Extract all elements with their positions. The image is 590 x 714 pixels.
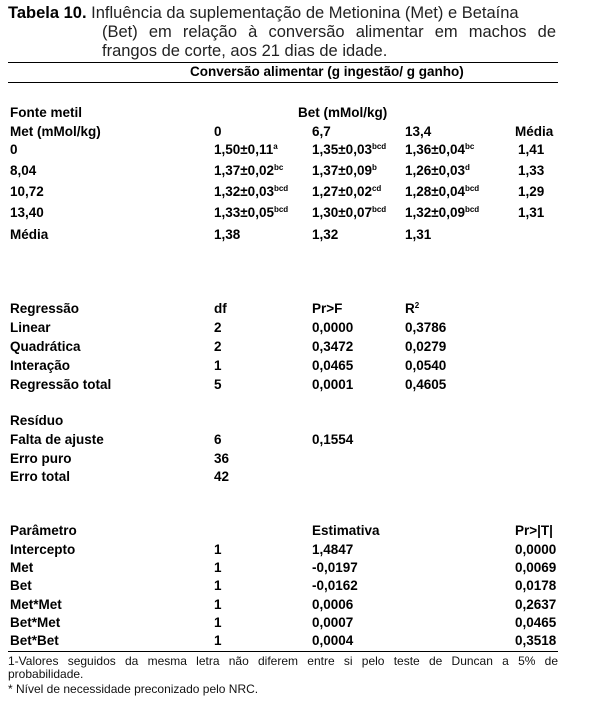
mean-cell: 1,32±0,09$^{bcd}$ xyxy=(405,205,480,220)
regression-df: 1 xyxy=(214,358,222,373)
regression-p: 0,0000 xyxy=(312,320,354,335)
parameter-pt: 0,0069 xyxy=(515,560,557,575)
regression-row-name: Regressão total xyxy=(10,377,112,392)
parameter-name: Met xyxy=(10,560,34,575)
parameter-header: Parâmetro xyxy=(10,523,77,538)
footnote-1-line-1: 1-Valores seguidos da mesma letra não diferem entre si pelo teste de Duncan a 5% de xyxy=(8,654,558,668)
parameter-pt: 0,0465 xyxy=(515,615,557,630)
column-mean: 1,32 xyxy=(312,227,339,242)
parameter-pt: 0,2637 xyxy=(515,597,557,612)
r2-header: $R^2$ xyxy=(405,301,420,316)
bet-level-0: 0 xyxy=(214,124,222,139)
footnote-2: * Nível de necessidade preconizado pelo NRC. xyxy=(8,682,259,696)
residual-row-name: Erro puro xyxy=(10,451,72,466)
parameter-pt: 0,0178 xyxy=(515,578,557,593)
column-mean-label: Média xyxy=(10,227,49,242)
mean-header: Média xyxy=(515,124,554,139)
footnote-1-line-2: probabilidade. xyxy=(8,667,84,681)
parameter-name: Bet*Bet xyxy=(10,633,59,648)
bet-level-1: 6,7 xyxy=(312,124,331,139)
met-label: Met (mMol/kg) xyxy=(10,124,101,139)
regression-row-name: Linear xyxy=(10,320,51,335)
regression-df: 5 xyxy=(214,377,222,392)
parameter-name: Bet xyxy=(10,578,32,593)
residual-df: 42 xyxy=(214,469,230,484)
parameter-estimate: 0,0007 xyxy=(312,615,354,630)
mean-cell: 1,26±0,03$^d$ xyxy=(405,163,470,178)
regression-p: 0,0465 xyxy=(312,358,354,373)
parameter-df: 1 xyxy=(214,560,222,575)
met-level: 13,40 xyxy=(10,205,44,220)
table-caption: Conversão alimentar (g ingestão/ g ganho) xyxy=(190,64,464,79)
parameter-estimate: 1,4847 xyxy=(312,542,354,557)
mean-cell: 1,35±0,03$^{bcd}$ xyxy=(312,142,387,157)
met-level: 10,72 xyxy=(10,184,44,199)
p-header: Pr>F xyxy=(312,301,343,316)
df-header: df xyxy=(214,301,227,316)
parameter-df: 1 xyxy=(214,578,222,593)
parameter-df: 1 xyxy=(214,542,222,557)
row-mean: 1,41 xyxy=(518,142,545,157)
row-mean: 1,29 xyxy=(518,184,545,199)
residual-header: Resíduo xyxy=(10,413,64,428)
residual-row-name: Erro total xyxy=(10,469,71,484)
regression-header: Regressão xyxy=(10,301,80,316)
mean-cell: 1,32±0,03$^{bcd}$ xyxy=(214,184,289,199)
parameter-estimate: 0,0004 xyxy=(312,633,354,648)
source-label: Fonte metil xyxy=(10,105,83,120)
title-text-1: Influência da suplementação de Metionina (Met) e Betaína xyxy=(91,4,519,22)
met-level: 8,04 xyxy=(10,163,37,178)
column-mean: 1,31 xyxy=(405,227,432,242)
parameter-pt: 0,3518 xyxy=(515,633,557,648)
residual-p: 0,1554 xyxy=(312,432,354,447)
title-line-3: frangos de corte, aos 21 dias de idade. xyxy=(102,42,388,60)
top-rule xyxy=(8,62,558,63)
regression-row-name: Interação xyxy=(10,358,71,373)
residual-df: 6 xyxy=(214,432,222,447)
table-label: Tabela 10. xyxy=(8,4,87,22)
pt-header: Pr>|T| xyxy=(515,523,553,538)
parameter-df: 1 xyxy=(214,615,222,630)
mean-cell: 1,28±0,04$^{bcd}$ xyxy=(405,184,480,199)
mean-cell: 1,50±0,11$^a$ xyxy=(214,142,278,157)
table-title xyxy=(8,4,556,61)
residual-df: 36 xyxy=(214,451,230,466)
regression-r2: 0,4605 xyxy=(405,377,447,392)
column-mean: 1,38 xyxy=(214,227,241,242)
parameter-estimate: -0,0162 xyxy=(312,578,358,593)
parameter-name: Bet*Met xyxy=(10,615,61,630)
parameter-estimate: -0,0197 xyxy=(312,560,358,575)
regression-r2: 0,3786 xyxy=(405,320,447,335)
footnote-1 xyxy=(8,655,558,681)
regression-r2: 0,0279 xyxy=(405,339,447,354)
parameter-name: Intercepto xyxy=(10,542,76,557)
bet-label: Bet (mMol/kg) xyxy=(298,105,388,120)
caption-rule xyxy=(8,82,558,83)
parameter-df: 1 xyxy=(214,633,222,648)
met-level: 0 xyxy=(10,142,18,157)
mean-cell: 1,37±0,02$^{bc}$ xyxy=(214,163,284,178)
parameter-estimate: 0,0006 xyxy=(312,597,354,612)
regression-p: 0,0001 xyxy=(312,377,354,392)
row-mean: 1,33 xyxy=(518,163,545,178)
title-line-1 xyxy=(8,4,556,23)
mean-cell: 1,36±0,04$^{bc}$ xyxy=(405,142,475,157)
regression-row-name: Quadrática xyxy=(10,339,81,354)
row-mean: 1,31 xyxy=(518,205,545,220)
regression-df: 2 xyxy=(214,339,222,354)
bottom-rule xyxy=(8,651,558,652)
estimate-header: Estimativa xyxy=(312,523,380,538)
bet-level-2: 13,4 xyxy=(405,124,432,139)
mean-cell: 1,37±0,09$^b$ xyxy=(312,163,377,178)
regression-df: 2 xyxy=(214,320,222,335)
parameter-name: Met*Met xyxy=(10,597,62,612)
title-line-2: (Bet) em relação à conversão alimentar em machos de xyxy=(102,23,556,41)
mean-cell: 1,27±0,02$^{cd}$ xyxy=(312,184,382,199)
parameter-df: 1 xyxy=(214,597,222,612)
regression-r2: 0,0540 xyxy=(405,358,447,373)
residual-row-name: Falta de ajuste xyxy=(10,432,104,447)
regression-p: 0,3472 xyxy=(312,339,354,354)
mean-cell: 1,30±0,07$^{bcd}$ xyxy=(312,205,387,220)
mean-cell: 1,33±0,05$^{bcd}$ xyxy=(214,205,289,220)
parameter-pt: 0,0000 xyxy=(515,542,557,557)
